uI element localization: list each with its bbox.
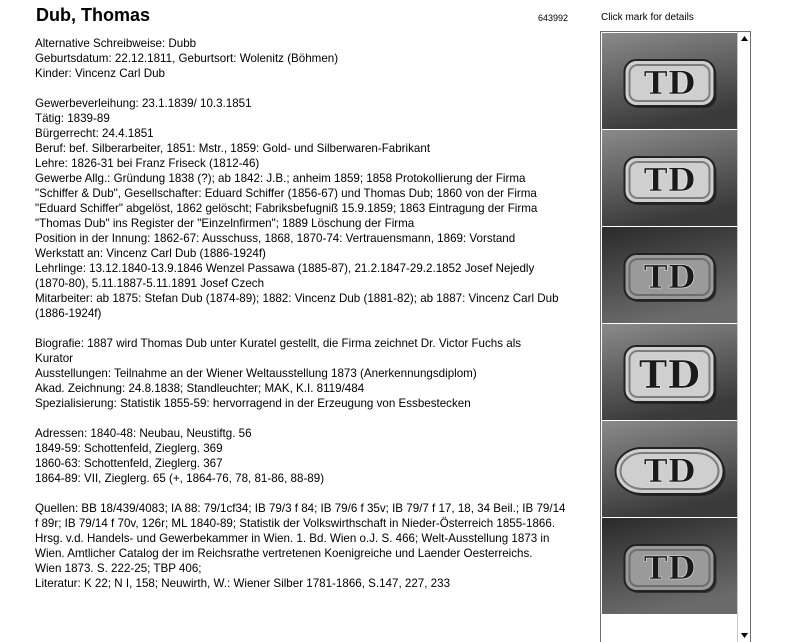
info-line: Werkstatt an: Vincenz Carl Dub (1886-1924f) bbox=[35, 247, 266, 260]
info-line: "Thomas Dub" ins Register der "Einzelnfirmen"; 1889 Löschung der Firma bbox=[35, 217, 415, 230]
hallmark-image[interactable] bbox=[602, 33, 737, 129]
hallmark-image[interactable] bbox=[602, 324, 737, 420]
marks-list bbox=[602, 33, 737, 615]
hallmark-initials: TD bbox=[643, 258, 696, 296]
marks-panel bbox=[600, 31, 751, 642]
click-mark-hint: Click mark for details bbox=[601, 12, 694, 23]
info-line: Kinder: Vincenz Carl Dub bbox=[35, 67, 165, 80]
scroll-up-arrow-icon[interactable] bbox=[738, 32, 750, 45]
paragraph-gap bbox=[35, 486, 595, 501]
biography-text bbox=[35, 36, 595, 591]
hallmark-initials: TD bbox=[643, 549, 696, 587]
paragraph-gap bbox=[35, 81, 595, 96]
hallmark-image[interactable] bbox=[602, 421, 737, 517]
info-line: Tätig: 1839-89 bbox=[35, 112, 110, 125]
info-line: Lehre: 1826-31 bei Franz Friseck (1812-46) bbox=[35, 157, 260, 170]
scrollbar[interactable] bbox=[737, 32, 750, 642]
info-line: Mitarbeiter: ab 1875: Stefan Dub (1874-89); 1882: Vincenz Dub (1881-82); ab 1887: Vincenz Carl Dub bbox=[35, 292, 559, 305]
info-line: f 89r; IB 79/14 f 70v, 126r; ML 1840-89; Statistik der Volkswirthschaft in Nieder-Österreich 1855-1866. bbox=[35, 517, 556, 530]
info-line: Beruf: bef. Silberarbeiter, 1851: Mstr., 1859: Gold- und Silberwaren-Fabrikant bbox=[35, 142, 431, 155]
info-line: 1849-59: Schottenfeld, Zieglerg. 369 bbox=[35, 442, 223, 455]
info-line: Gewerbe Allg.: Gründung 1838 (?); ab 1842: J.B.; anheim 1859; 1858 Protokollierung der Firma bbox=[35, 172, 526, 185]
info-line: Biografie: 1887 wird Thomas Dub unter Kuratel gestellt, die Firma zeichnet Dr. Victor Fuchs als bbox=[35, 337, 522, 350]
info-line: Kurator bbox=[35, 352, 74, 365]
hallmark-initials: TD bbox=[638, 352, 701, 397]
info-line: Position in der Innung: 1862-67: Ausschuss, 1868, 1870-74: Vertrauensmann, 1869: Vorstand bbox=[35, 232, 516, 245]
info-line: Literatur: K 22; N I, 158; Neuwirth, W.: Wiener Silber 1781-1866, S.147, 227, 233 bbox=[35, 577, 451, 590]
paragraph-gap bbox=[35, 321, 595, 336]
info-line: Spezialisierung: Statistik 1855-59: hervorragend in der Erzeugung von Essbestecken bbox=[35, 397, 471, 410]
info-line: Bürgerrecht: 24.4.1851 bbox=[35, 127, 154, 140]
info-line: Ausstellungen: Teilnahme an der Wiener Weltausstellung 1873 (Anerkennungsdiplom) bbox=[35, 367, 477, 380]
info-line: Geburtsdatum: 22.12.1811, Geburtsort: Wolenitz (Böhmen) bbox=[35, 52, 339, 65]
info-line: Hrsg. v.d. Handels- und Gewerbekammer in Wien. 1. Bd. Wien o.J. S. 466; Welt-Ausstellung 1873 in bbox=[35, 532, 550, 545]
info-line: Lehrlinge: 13.12.1840-13.9.1846 Wenzel Passawa (1885-87), 21.2.1847-29.2.1852 Josef Nejedly bbox=[35, 262, 535, 275]
paragraph-gap bbox=[35, 411, 595, 426]
hallmark-image[interactable] bbox=[602, 227, 737, 323]
info-line: Quellen: BB 18/439/4083; IA 88: 79/1cf34; IB 79/3 f 84; IB 79/6 f 35v; IB 79/7 f 17, 18, 34 Beil.; IB 79/14 bbox=[35, 502, 566, 515]
info-line: 1860-63: Schottenfeld, Zieglerg. 367 bbox=[35, 457, 223, 470]
hallmark-image[interactable] bbox=[602, 130, 737, 226]
scroll-down-arrow-icon[interactable] bbox=[738, 629, 750, 642]
info-line: 1864-89: VII, Zieglerg. 65 (+, 1864-76, 78, 81-86, 88-89) bbox=[35, 472, 325, 485]
info-line: (1886-1924f) bbox=[35, 307, 102, 320]
info-line: Gewerbeverleihung: 23.1.1839/ 10.3.1851 bbox=[35, 97, 252, 110]
info-line: Wien. Amtlicher Catalog der im Reichsrathe vertretenen Koenigreiche und Laender Oesterreichs. bbox=[35, 547, 533, 560]
info-line: "Eduard Schiffer" abgelöst, 1862 gelöscht; Fabriksbefugniß 15.9.1859; 1863 Eintragung der Firma bbox=[35, 202, 538, 215]
info-line: Akad. Zeichnung: 24.8.1838; Standleuchter; MAK, K.I. 8119/484 bbox=[35, 382, 365, 395]
hallmark-initials: TD bbox=[643, 452, 696, 490]
hallmark-initials: TD bbox=[643, 161, 696, 199]
info-line: (1870-80), 5.11.1887-5.11.1891 Josef Czech bbox=[35, 277, 265, 290]
page-title: Dub, Thomas bbox=[36, 5, 151, 25]
info-line: Alternative Schreibweise: Dubb bbox=[35, 37, 197, 50]
hallmark-initials: TD bbox=[643, 64, 696, 102]
hallmark-image[interactable] bbox=[602, 518, 737, 614]
info-line: Adressen: 1840-48: Neubau, Neustiftg. 56 bbox=[35, 427, 252, 440]
info-line: Wien 1873. S. 222-25; TBP 406; bbox=[35, 562, 202, 575]
info-line: "Schiffer & Dub", Gesellschafter: Eduard Schiffer (1856-67) und Thomas Dub; 1860 von der Firma bbox=[35, 187, 537, 200]
record-id: 643992 bbox=[538, 13, 569, 23]
